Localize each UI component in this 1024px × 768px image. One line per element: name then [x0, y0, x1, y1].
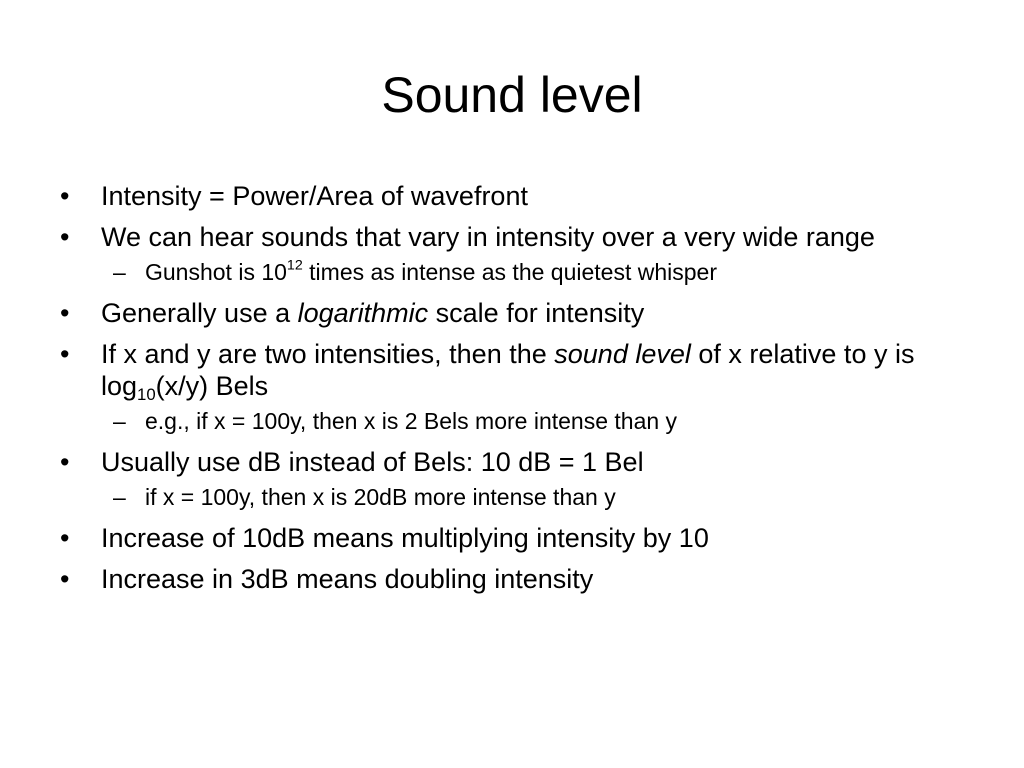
bullet-text: Usually use dB instead of Bels: 10 dB = 1 Bel [101, 447, 644, 477]
bullet-item [60, 297, 960, 329]
bullet-marker: • [60, 523, 70, 553]
sub-bullet-text-post: times as intense as the quietest whisper [302, 259, 717, 285]
bullet-text-mid: of x relative to y is log [101, 339, 915, 401]
slide-title: Sound level [381, 67, 643, 123]
exponent: 12 [286, 257, 303, 274]
bullet-text: Increase of 10dB means multiplying intensity by 10 [101, 523, 709, 553]
bullet-marker: • [60, 447, 70, 477]
sub-bullet-marker: – [113, 484, 126, 510]
bullet-item [60, 338, 960, 405]
bullet-item [60, 563, 960, 595]
bullet-marker: • [60, 222, 70, 252]
bullet-marker: • [60, 339, 70, 369]
bullet-text-pre: Generally use a [101, 298, 298, 328]
bullet-item [60, 446, 960, 478]
bullet-text-pre: If x and y are two intensities, then the [101, 339, 555, 369]
bullet-text: Intensity = Power/Area of wavefront [101, 181, 528, 211]
bullet-item [60, 522, 960, 554]
bullet-item [60, 221, 960, 253]
log-base-subscript: 10 [137, 385, 156, 405]
bullet-text-emphasis: logarithmic [297, 298, 429, 328]
bullet-text-emphasis: sound level [554, 339, 691, 369]
sub-bullet-text: if x = 100y, then x is 20dB more intense than y [145, 484, 616, 510]
bullet-text: We can hear sounds that vary in intensity over a very wide range [101, 222, 875, 252]
bullet-text-post: scale for intensity [428, 298, 645, 328]
bullet-marker: • [60, 564, 70, 594]
bullet-item [60, 180, 960, 212]
bullet-marker: • [60, 298, 70, 328]
sub-bullet-item [60, 483, 960, 511]
sub-bullet-text: e.g., if x = 100y, then x is 2 Bels more intense than y [145, 408, 678, 434]
sub-bullet-item [60, 407, 960, 435]
sub-bullet-item [60, 258, 960, 286]
sub-bullet-marker: – [113, 259, 126, 285]
bullet-list [60, 180, 960, 604]
bullet-text-post: (x/y) Bels [155, 371, 269, 401]
bullet-text: Increase in 3dB means doubling intensity [101, 564, 594, 594]
bullet-marker: • [60, 181, 70, 211]
sub-bullet-text-pre: Gunshot is 10 [145, 259, 287, 285]
sub-bullet-marker: – [113, 408, 126, 434]
